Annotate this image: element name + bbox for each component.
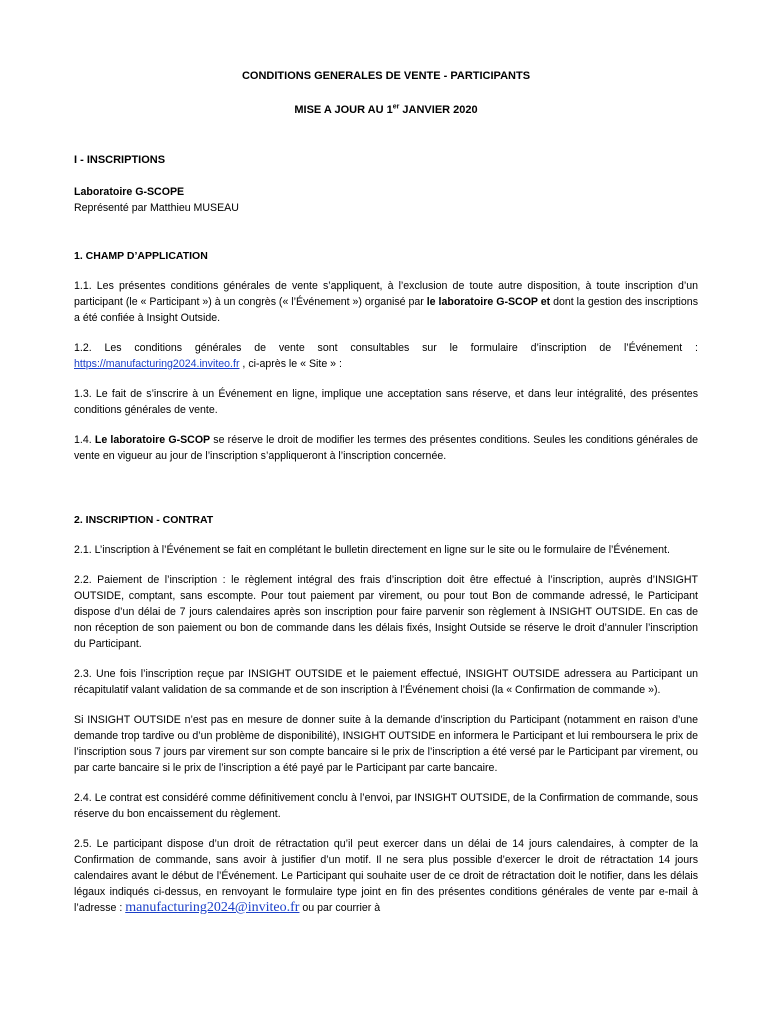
paragraph-1-2: 1.2. Les conditions générales de vente sont consultables sur le formulaire d’inscription de l’Événement : https://manufacturing2024.inviteo.fr , ci-après le « Site » : xyxy=(74,342,698,370)
organizer-block xyxy=(74,184,698,216)
heading-inscription-contrat: 2. INSCRIPTION - CONTRAT xyxy=(74,514,214,526)
paragraph-2-3-continued: Si INSIGHT OUTSIDE n’est pas en mesure de donner suite à la demande d’inscription du Participant (notamment en raison d’une demande trop tardive ou d’un problème de disponibilité), INSIGHT OUTSIDE en informera le Participant et lui remboursera le prix de l’inscription sous 7 jours par virement sur son compte bancaire si le prix de l’inscription a été versé par le Participant par virement, ou par carte bancaire si le prix de l’inscription a été payé par le Participant par carte bancaire. xyxy=(74,714,698,774)
paragraph-2-3: 2.3. Une fois l’inscription reçue par INSIGHT OUTSIDE et le paiement effectué, INSIGHT OUTSIDE adressera au Participant un récapitulatif valant validation de sa commande et de son inscription à l’Événement choisi (la « Confirmation de commande »). xyxy=(74,668,698,696)
update-date: MISE A JOUR AU 1er JANVIER 2020 xyxy=(294,103,478,116)
email-link[interactable]: manufacturing2024@inviteo.fr xyxy=(125,900,300,915)
paragraph-1-1: 1.1. Les présentes conditions générales de vente s’appliquent, à l’exclusion de toute autre disposition, à toute inscription d’un participant (le « Participant ») à un congrès (« l’Événement ») organisé par le laboratoire G-SCOP et dont la gestion des inscriptions a été confiée à Insight Outside. xyxy=(74,280,698,324)
paragraph-1-3: 1.3. Le fait de s’inscrire à un Événement en ligne, implique une acceptation sans réserve, et dans leur intégralité, des présentes conditions générales de vente. xyxy=(74,388,698,416)
organizer-representative: Représenté par Matthieu MUSEAU xyxy=(74,202,239,214)
heading-champ-application: 1. CHAMP D’APPLICATION xyxy=(74,250,208,262)
paragraph-2-4: 2.4. Le contrat est considéré comme définitivement conclu à l’envoi, par INSIGHT OUTSIDE, de la Confirmation de commande, sous réserve du bon encaissement du règlement. xyxy=(74,792,698,820)
organizer-name: Laboratoire G-SCOPE xyxy=(74,186,185,198)
document-page xyxy=(74,68,698,916)
site-link[interactable]: https://manufacturing2024.inviteo.fr xyxy=(74,358,240,370)
section-heading-inscriptions: I - INSCRIPTIONS xyxy=(74,154,166,166)
document-title: CONDITIONS GENERALES DE VENTE - PARTICIPANTS xyxy=(241,70,531,82)
paragraph-2-5: 2.5. Le participant dispose d’un droit de rétractation qu’il peut exercer dans un délai de 14 jours calendaires, à compter de la Confirmation de commande, sans avoir à justifier d’un motif. Il ne sera plus possible d’exercer le droit de rétractation 14 jours calendaires avant le début de l’Événement. Le Participant qui souhaite user de ce droit de rétractation doit le notifier, dans les délais légaux indiqués ci-dessus, en renvoyant le formulaire type joint en fin des présentes conditions générales de vente par e-mail à l’adresse : manufacturing2024@inviteo.fr ou par courrier à xyxy=(74,838,698,915)
paragraph-2-2: 2.2. Paiement de l’inscription : le règlement intégral des frais d’inscription doit être effectué à l’inscription, auprès d’INSIGHT OUTSIDE, comptant, sans escompte. Pour tout paiement par virement, ou pour tout Bon de commande adressé, le Participant dispose d’un délai de 7 jours calendaires après son inscription pour faire parvenir son règlement à INSIGHT OUTSIDE. En cas de non réception de son paiement ou bon de commande dans les délais fixés, Insight Outside se réserve le droit d’annuler l’inscription du Participant. xyxy=(74,574,698,650)
paragraph-1-4: 1.4. Le laboratoire G-SCOP se réserve le droit de modifier les termes des présentes conditions. Seules les conditions générales de vente en vigueur au jour de l’inscription s’appliqueront à l’inscription concernée. xyxy=(74,434,698,462)
paragraph-2-1: 2.1. L’inscription à l’Événement se fait en complétant le bulletin directement en ligne sur le site ou le formulaire de l’Événement. xyxy=(74,544,670,556)
